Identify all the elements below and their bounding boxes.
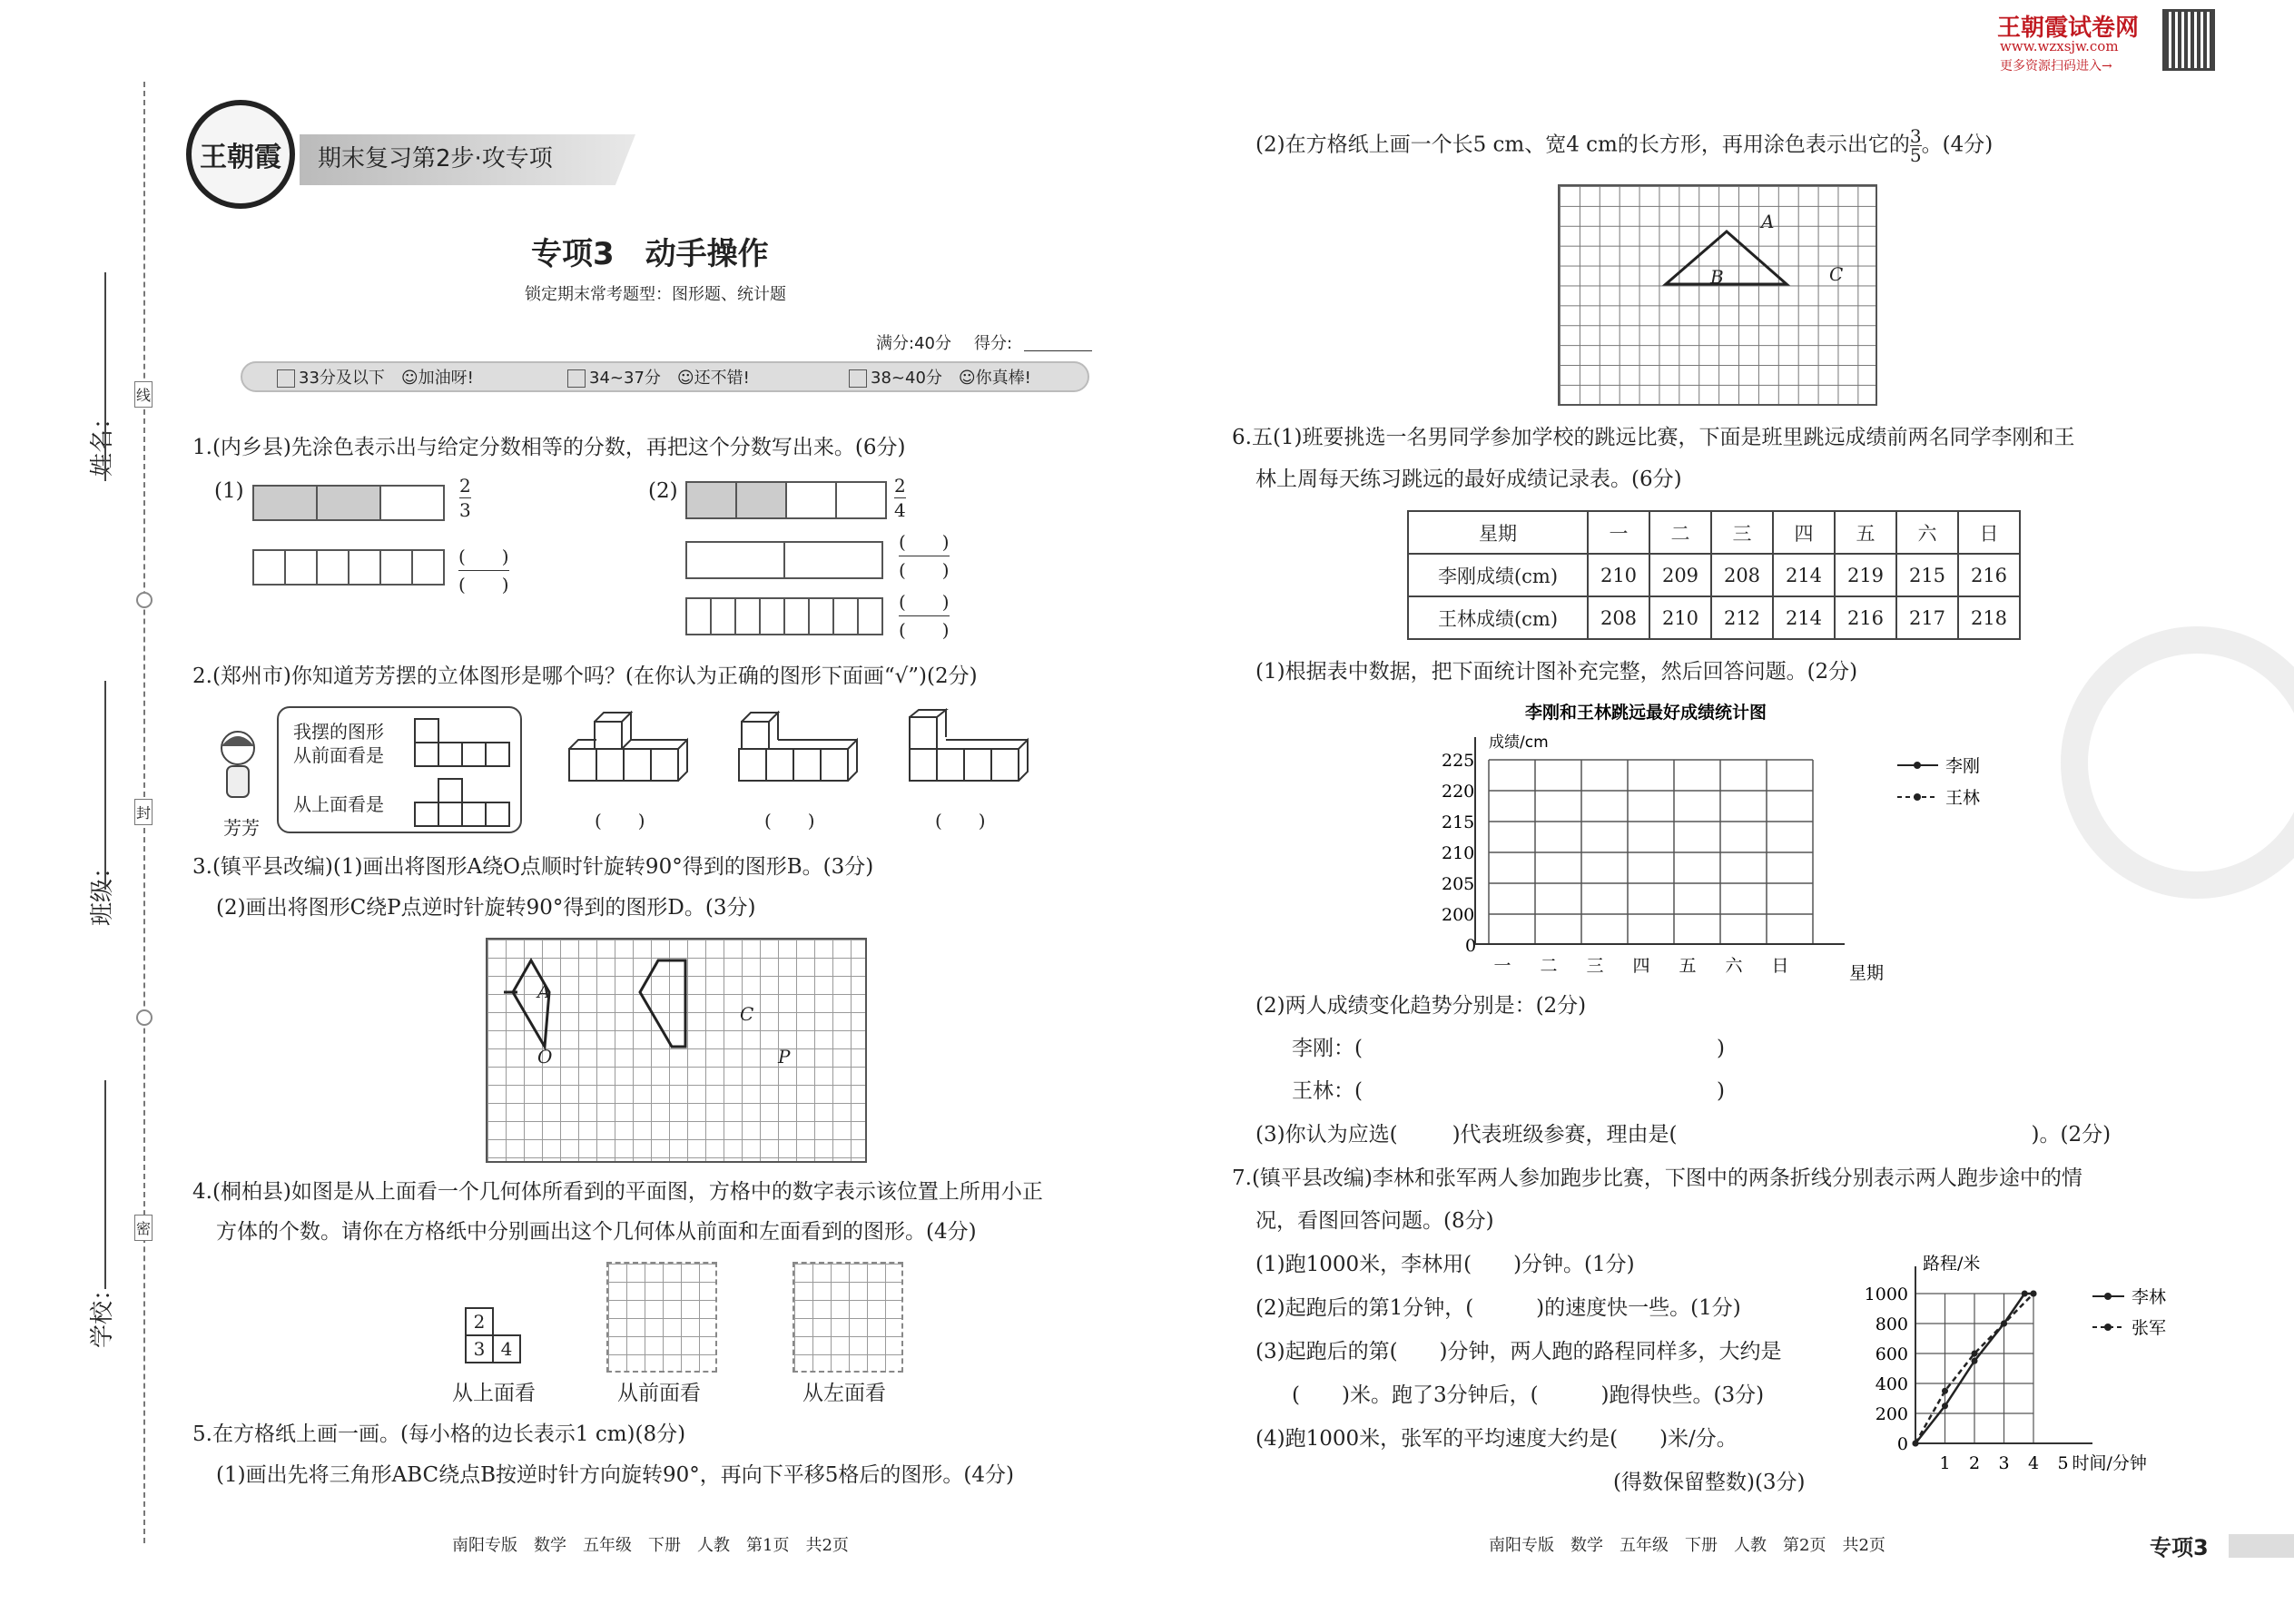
checkbox-icon[interactable] [277, 369, 295, 388]
binding-hole-icon [136, 1009, 153, 1026]
footer-tag: 专项3 [2150, 1535, 2209, 1560]
data-point [1942, 1403, 1948, 1409]
x-tick-label: 日 [1771, 956, 1789, 976]
q5-text: 5.在方格纸上画一画。(每小格的边长表示1 cm)(8分) [192, 1422, 686, 1446]
y-tick-label: 210 [1442, 843, 1475, 863]
checkbox-icon[interactable] [849, 369, 867, 388]
score-input[interactable] [1024, 350, 1092, 351]
q5-label-B: B [1710, 266, 1724, 288]
rating-label: 33分及以下 [299, 369, 385, 388]
footer-left: 南阳专版 数学 五年级 下册 人教 第1页 共2页 [452, 1536, 849, 1555]
y-axis-label: 路程/米 [1923, 1254, 1981, 1274]
q5-triangle [1558, 184, 1877, 406]
name-label: 姓名： [89, 405, 116, 477]
q3-text2: (2)画出将图形C绕P点逆时针旋转90°得到的图形D。(3分) [216, 896, 756, 920]
y-axis-label: 成绩/cm [1489, 733, 1549, 752]
q1-part2-label: (2) [648, 479, 678, 503]
q6-text2: 林上周每天练习跳远的最好成绩记录表。(6分) [1255, 468, 1682, 491]
q5-part2: (2)在方格纸上画一个长5 cm、宽4 cm的长方形，再用涂色表示出它的 $\frac{3}{5}$ 。(4分) [1255, 125, 1994, 166]
q7-line5[interactable]: (4)跑1000米，张军的平均速度大约是( )米/分。 [1255, 1427, 1738, 1451]
x-tick-label: 二 [1540, 956, 1558, 976]
table-row: 李刚成绩(cm) 210 209 208 214 219 215 216 [1408, 554, 2020, 596]
chart-title: 李刚和王林跳远最好成绩统计图 [1525, 703, 1767, 723]
q3-label-C: C [740, 1003, 754, 1025]
brand-link[interactable]: 王朝霞试卷网 [1997, 15, 2140, 42]
binding-hole-icon [136, 592, 153, 608]
q2-answer-1[interactable]: ( ) [595, 810, 645, 832]
smile-icon: ☺ [400, 369, 418, 388]
q1-answer-1[interactable]: ( ) ( ) [458, 543, 509, 598]
legend-label-li: 李刚 [1945, 756, 1981, 776]
q4-left-grid[interactable] [793, 1262, 903, 1373]
y-tick-label: 200 [1442, 905, 1475, 925]
legend-marker-wang [1914, 793, 1921, 801]
girl-figure-icon [211, 726, 265, 808]
q1-answer-2b[interactable]: ( ) ( ) [899, 588, 950, 644]
x-tick-label: 五 [1679, 956, 1697, 976]
q1-bar-given-1 [252, 485, 443, 521]
q6-part2: (2)两人成绩变化趋势分别是：(2分) [1255, 994, 1587, 1018]
data-point [2001, 1321, 2007, 1327]
data-point [1972, 1358, 1978, 1364]
q4-text2: 方体的个数。请你在方格纸中分别画出这个几何体从前面和左面看到的图形。(4分) [216, 1220, 977, 1244]
x-axis-label: 星期 [1849, 963, 1885, 983]
q1-fraction-1: 2 3 [459, 475, 471, 521]
q5-part1: (1)画出先将三角形ABC绕点B按逆时针方向旋转90°，再向下平移5格后的图形。(4分) [216, 1463, 1014, 1487]
q7-line2[interactable]: (2)起跑后的第1分钟，( )的速度快一些。(1分) [1255, 1296, 1741, 1320]
x-tick-label: 1 [1939, 1453, 1951, 1471]
q6-part1: (1)根据表中数据，把下面统计图补充完整，然后回答问题。(2分) [1255, 660, 1858, 684]
q4-top-caption: 从上面看 [452, 1382, 536, 1405]
q3-text1: 3.(镇平县改编)(1)画出将图形A绕O点顺时针旋转90°得到的图形B。(3分) [192, 855, 874, 879]
q4-left-caption: 从左面看 [802, 1382, 886, 1405]
full-score: 满分:40分 [876, 334, 951, 353]
data-point [1972, 1351, 1978, 1357]
section-banner-text: 期末复习第2步·攻专项 [318, 145, 553, 172]
data-point [1942, 1388, 1948, 1394]
q3-label-A: A [537, 980, 551, 1002]
speech-front-line1: 我摆的图形 [293, 721, 384, 743]
legend-label-wang: 王林 [1945, 788, 1981, 808]
q6-text1: 6.五(1)班要挑选一名男同学参加学校的跳远比赛，下面是班里跳远成绩前两名同学李刚和王 [1232, 426, 2075, 449]
y-tick-label: 600 [1875, 1344, 1908, 1364]
q1-bar-blank-2b[interactable] [685, 597, 881, 635]
girl-name: 芳芳 [223, 817, 260, 839]
q4-top-view: 2 3 4 [465, 1307, 521, 1363]
y-tick-label: 800 [1875, 1314, 1908, 1334]
q1-fraction-2: 2 4 [894, 475, 906, 521]
y-tick-label: 0 [1465, 936, 1477, 956]
q1-answer-2a[interactable]: ( ) ( ) [899, 528, 950, 584]
speech-top-label: 从上面看是 [293, 793, 384, 815]
q5-label-C: C [1829, 263, 1844, 285]
q7-line6: (得数保留整数)(3分) [1613, 1471, 1806, 1494]
q4-front-grid[interactable] [606, 1262, 717, 1373]
y-tick-label: 400 [1875, 1374, 1908, 1394]
legend-marker-li [1914, 762, 1921, 769]
footer-tag-bar [2229, 1534, 2294, 1558]
footer-right: 南阳专版 数学 五年级 下册 人教 第2页 共2页 [1489, 1536, 1885, 1555]
q7-text2: 况，看图回答问题。(8分) [1255, 1209, 1494, 1233]
brand-logo: 王朝霞 [186, 100, 295, 209]
q1-bar-blank-2a[interactable] [685, 541, 881, 579]
q4-text1: 4.(桐柏县)如图是从上面看一个几何体所看到的平面图，方格中的数字表示该位置上所用小正 [192, 1180, 1043, 1204]
class-label: 班级： [89, 854, 116, 926]
secret-stamp-icon [2061, 626, 2294, 899]
x-tick-label: 2 [1969, 1453, 1981, 1471]
smile-icon: ☺ [958, 369, 976, 388]
data-point [1913, 1441, 1919, 1447]
solid-option-2 [737, 708, 864, 790]
rating-option[interactable] [277, 365, 474, 389]
school-field[interactable] [104, 1080, 106, 1289]
q2-answer-3[interactable]: ( ) [935, 810, 986, 832]
rating-cheer: 还不错! [694, 369, 750, 388]
brand-more: 更多资源扫码进入→ [2000, 59, 2112, 74]
speech-front-line2: 从前面看是 [293, 744, 384, 766]
solid-option-1 [567, 708, 694, 790]
q1-part1-label: (1) [214, 479, 244, 503]
x-tick-label: 四 [1632, 956, 1650, 976]
y-tick-label: 215 [1442, 812, 1475, 832]
q7-line4[interactable]: ( )米。跑了3分钟后，( )跑得快些。(3分) [1292, 1383, 1765, 1407]
q2-answer-2[interactable]: ( ) [764, 810, 815, 832]
solid-option-3 [908, 708, 1035, 790]
q6-li-answer[interactable]: 李刚：( ) [1292, 1037, 1725, 1060]
q7-text1: 7.(镇平县改编)李林和张军两人参加跑步比赛，下图中的两条折线分别表示两人跑步途中的情 [1232, 1166, 2082, 1190]
qr-code-icon[interactable] [2162, 9, 2215, 71]
x-tick-label: 三 [1586, 956, 1604, 976]
score-label: 得分: [974, 334, 1013, 353]
top-view-figure [413, 777, 513, 828]
jump-chart[interactable] [1434, 694, 2052, 985]
y-tick-label: 220 [1442, 782, 1475, 802]
q6-wang-answer[interactable]: 王林：( ) [1292, 1079, 1725, 1103]
legend-marker-li [2104, 1293, 2112, 1300]
data-point [2031, 1291, 2037, 1297]
data-point [2022, 1291, 2028, 1297]
q7-line3[interactable]: (3)起跑后的第( )分钟，两人跑的路程同样多，大约是 [1255, 1340, 1782, 1363]
seal-mark-secret: 密 [134, 1215, 153, 1241]
seal-mark-line: 线 [134, 381, 153, 408]
name-field[interactable] [104, 272, 106, 481]
q6-part3[interactable]: (3)你认为应选( )代表班级参赛，理由是( )。(2分) [1255, 1123, 2112, 1147]
x-axis-label: 时间/分钟 [2072, 1453, 2147, 1471]
table-row: 星期 一 二 三 四 五 六 日 [1408, 511, 2020, 554]
legend-marker-zhang [2104, 1324, 2112, 1331]
page-title: 专项3 动手操作 [531, 236, 769, 272]
smile-icon: ☺ [676, 369, 694, 388]
rating-cheer: 你真棒! [975, 369, 1031, 388]
school-label: 学校： [89, 1276, 116, 1348]
legend-label-li: 李林 [2132, 1287, 2167, 1307]
q3-label-P: P [778, 1046, 791, 1068]
y-tick-label: 1000 [1864, 1284, 1908, 1304]
brand-url[interactable]: www.wzxsjw.com [2000, 38, 2119, 54]
q1-bar-given-2 [685, 481, 885, 519]
y-tick-label: 225 [1442, 751, 1475, 771]
rating-label: 34~37分 [589, 369, 661, 388]
y-tick-label: 205 [1442, 874, 1475, 894]
checkbox-icon[interactable] [567, 369, 586, 388]
rating-option[interactable] [849, 365, 1031, 389]
q1-text: 1.(内乡县)先涂色表示出与给定分数相等的分数，再把这个分数写出来。(6分) [192, 436, 906, 459]
rating-label: 38~40分 [871, 369, 942, 388]
q5-label-A: A [1761, 211, 1775, 232]
x-tick-label: 一 [1493, 956, 1511, 976]
x-tick-label: 5 [2057, 1453, 2069, 1471]
y-tick-label: 200 [1875, 1404, 1908, 1424]
rating-option[interactable] [567, 365, 750, 389]
q1-bar-blank-1[interactable] [252, 549, 443, 586]
x-tick-label: 3 [1998, 1453, 2010, 1471]
q4-front-caption: 从前面看 [617, 1382, 701, 1405]
table-row: 王林成绩(cm) 208 210 212 214 216 217 218 [1408, 596, 2020, 639]
class-field[interactable] [104, 681, 106, 890]
q6-score-table [1407, 510, 2021, 640]
q3-label-O: O [537, 1046, 553, 1068]
rating-cheer: 加油呀! [418, 369, 474, 388]
q2-text: 2.(郑州市)你知道芳芳摆的立体图形是哪个吗？(在你认为正确的图形下面画“√”)(2分) [192, 664, 978, 688]
page-subtitle: 锁定期末常考题型：图形题、统计题 [525, 285, 786, 304]
x-tick-label: 六 [1725, 956, 1743, 976]
legend-label-zhang: 张军 [2132, 1318, 2167, 1338]
seal-mark-seal: 封 [134, 799, 153, 825]
front-view-figure [413, 717, 513, 768]
x-tick-label: 4 [2028, 1453, 2040, 1471]
y-tick-label: 0 [1896, 1434, 1908, 1454]
q7-line1[interactable]: (1)跑1000米，李林用( )分钟。(1分) [1255, 1253, 1635, 1276]
run-chart[interactable] [1852, 1253, 2288, 1471]
